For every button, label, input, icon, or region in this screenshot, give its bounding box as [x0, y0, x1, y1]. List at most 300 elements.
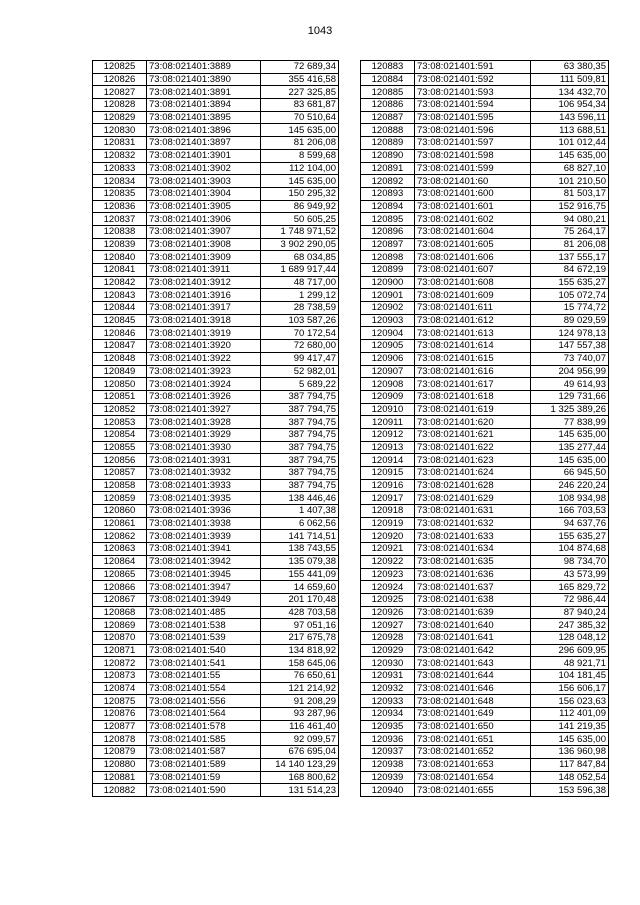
value-cell: 124 978,13 [531, 327, 609, 340]
cadastral-number-cell: 73:08:021401:646 [415, 682, 531, 695]
table-row [93, 708, 339, 721]
table-row [93, 720, 339, 733]
table-row [93, 378, 339, 391]
cadastral-number-cell: 73:08:021401:607 [415, 264, 531, 277]
cadastral-number-cell: 73:08:021401:3916 [147, 289, 261, 302]
cadastral-number-cell: 73:08:021401:611 [415, 302, 531, 315]
table-row [93, 187, 339, 200]
table-row [361, 264, 609, 277]
value-cell: 387 794,75 [261, 454, 339, 467]
record-number-cell: 120902 [361, 302, 415, 315]
table-row [361, 352, 609, 365]
table-row [93, 492, 339, 505]
value-cell: 63 380,35 [531, 61, 609, 74]
table-row [361, 467, 609, 480]
cadastral-number-cell: 73:08:021401:644 [415, 670, 531, 683]
record-number-cell: 120870 [93, 631, 147, 644]
register-table-right-body [361, 61, 609, 797]
cadastral-number-cell: 73:08:021401:590 [147, 784, 261, 797]
cadastral-number-cell: 73:08:021401:3924 [147, 378, 261, 391]
value-cell: 168 800,62 [261, 771, 339, 784]
record-number-cell: 120839 [93, 238, 147, 251]
table-row [361, 213, 609, 226]
cadastral-number-cell: 73:08:021401:642 [415, 644, 531, 657]
table-row [361, 289, 609, 302]
record-number-cell: 120938 [361, 758, 415, 771]
value-cell: 48 717,00 [261, 276, 339, 289]
value-cell: 137 555,17 [531, 251, 609, 264]
value-cell: 98 734,70 [531, 555, 609, 568]
value-cell: 111 509,81 [531, 73, 609, 86]
record-number-cell: 120851 [93, 390, 147, 403]
cadastral-number-cell: 73:08:021401:649 [415, 708, 531, 721]
value-cell: 387 794,75 [261, 416, 339, 429]
table-row [361, 454, 609, 467]
table-row [93, 454, 339, 467]
cadastral-number-cell: 73:08:021401:628 [415, 479, 531, 492]
record-number-cell: 120855 [93, 441, 147, 454]
value-cell: 48 921,71 [531, 657, 609, 670]
cadastral-number-cell: 73:08:021401:614 [415, 340, 531, 353]
record-number-cell: 120897 [361, 238, 415, 251]
record-number-cell: 120915 [361, 467, 415, 480]
value-cell: 387 794,75 [261, 428, 339, 441]
cadastral-number-cell: 73:08:021401:3919 [147, 327, 261, 340]
table-row [93, 276, 339, 289]
table-row [361, 124, 609, 137]
cadastral-number-cell: 73:08:021401:578 [147, 720, 261, 733]
table-row [361, 276, 609, 289]
cadastral-number-cell: 73:08:021401:3891 [147, 86, 261, 99]
value-cell: 75 264,17 [531, 225, 609, 238]
table-row [93, 352, 339, 365]
table-row [93, 505, 339, 518]
value-cell: 145 635,00 [531, 428, 609, 441]
cadastral-number-cell: 73:08:021401:600 [415, 187, 531, 200]
register-table-left-body [93, 61, 339, 797]
value-cell: 145 635,00 [261, 124, 339, 137]
cadastral-number-cell: 73:08:021401:648 [415, 695, 531, 708]
record-number-cell: 120912 [361, 428, 415, 441]
cadastral-number-cell: 73:08:021401:650 [415, 720, 531, 733]
value-cell: 153 596,38 [531, 784, 609, 797]
table-row [93, 61, 339, 74]
cadastral-number-cell: 73:08:021401:3901 [147, 149, 261, 162]
record-number-cell: 120913 [361, 441, 415, 454]
table-row [361, 733, 609, 746]
record-number-cell: 120878 [93, 733, 147, 746]
record-number-cell: 120881 [93, 771, 147, 784]
record-number-cell: 120835 [93, 187, 147, 200]
register-table-left [92, 60, 339, 797]
register-table-right [360, 60, 609, 797]
value-cell: 156 606,17 [531, 682, 609, 695]
record-number-cell: 120884 [361, 73, 415, 86]
cadastral-number-cell: 73:08:021401:636 [415, 568, 531, 581]
record-number-cell: 120860 [93, 505, 147, 518]
value-cell: 94 080,21 [531, 213, 609, 226]
cadastral-number-cell: 73:08:021401:637 [415, 581, 531, 594]
record-number-cell: 120849 [93, 365, 147, 378]
record-number-cell: 120837 [93, 213, 147, 226]
record-number-cell: 120840 [93, 251, 147, 264]
table-row [361, 517, 609, 530]
record-number-cell: 120854 [93, 428, 147, 441]
record-number-cell: 120836 [93, 200, 147, 213]
cadastral-number-cell: 73:08:021401:587 [147, 746, 261, 759]
record-number-cell: 120842 [93, 276, 147, 289]
table-row [361, 86, 609, 99]
record-number-cell: 120919 [361, 517, 415, 530]
cadastral-number-cell: 73:08:021401:3929 [147, 428, 261, 441]
table-row [93, 581, 339, 594]
record-number-cell: 120825 [93, 61, 147, 74]
table-row [361, 390, 609, 403]
table-row [93, 416, 339, 429]
value-cell: 72 680,00 [261, 340, 339, 353]
table-row [361, 758, 609, 771]
table-row [93, 682, 339, 695]
cadastral-number-cell: 73:08:021401:3897 [147, 137, 261, 150]
cadastral-number-cell: 73:08:021401:589 [147, 758, 261, 771]
value-cell: 131 514,23 [261, 784, 339, 797]
value-cell: 158 645,06 [261, 657, 339, 670]
value-cell: 1 407,38 [261, 505, 339, 518]
value-cell: 68 827,10 [531, 162, 609, 175]
table-row [361, 695, 609, 708]
table-row [93, 467, 339, 480]
record-number-cell: 120908 [361, 378, 415, 391]
value-cell: 14 140 123,29 [261, 758, 339, 771]
value-cell: 14 659,60 [261, 581, 339, 594]
record-number-cell: 120937 [361, 746, 415, 759]
table-row [93, 733, 339, 746]
table-row [93, 428, 339, 441]
cadastral-number-cell: 73:08:021401:609 [415, 289, 531, 302]
table-row [93, 162, 339, 175]
table-row [93, 593, 339, 606]
cadastral-number-cell: 73:08:021401:632 [415, 517, 531, 530]
cadastral-number-cell: 73:08:021401:541 [147, 657, 261, 670]
record-number-cell: 120888 [361, 124, 415, 137]
value-cell: 72 986,44 [531, 593, 609, 606]
record-number-cell: 120832 [93, 149, 147, 162]
value-cell: 66 945,50 [531, 467, 609, 480]
value-cell: 1 299,12 [261, 289, 339, 302]
value-cell: 76 650,61 [261, 670, 339, 683]
record-number-cell: 120882 [93, 784, 147, 797]
cadastral-number-cell: 73:08:021401:3926 [147, 390, 261, 403]
value-cell: 92 099,57 [261, 733, 339, 746]
value-cell: 150 295,32 [261, 187, 339, 200]
value-cell: 50 605,25 [261, 213, 339, 226]
value-cell: 246 220,24 [531, 479, 609, 492]
value-cell: 43 573,99 [531, 568, 609, 581]
cadastral-number-cell: 73:08:021401:3906 [147, 213, 261, 226]
record-number-cell: 120932 [361, 682, 415, 695]
table-row [93, 403, 339, 416]
cadastral-number-cell: 73:08:021401:538 [147, 619, 261, 632]
cadastral-number-cell: 73:08:021401:556 [147, 695, 261, 708]
cadastral-number-cell: 73:08:021401:3909 [147, 251, 261, 264]
table-row [361, 784, 609, 797]
record-number-cell: 120876 [93, 708, 147, 721]
record-number-cell: 120853 [93, 416, 147, 429]
cadastral-number-cell: 73:08:021401:601 [415, 200, 531, 213]
value-cell: 68 034,85 [261, 251, 339, 264]
value-cell: 166 703,53 [531, 505, 609, 518]
record-number-cell: 120896 [361, 225, 415, 238]
value-cell: 49 614,93 [531, 378, 609, 391]
table-row [93, 137, 339, 150]
cadastral-number-cell: 73:08:021401:638 [415, 593, 531, 606]
table-row [361, 670, 609, 683]
record-number-cell: 120852 [93, 403, 147, 416]
cadastral-number-cell: 73:08:021401:624 [415, 467, 531, 480]
value-cell: 15 774,72 [531, 302, 609, 315]
cadastral-number-cell: 73:08:021401:604 [415, 225, 531, 238]
value-cell: 128 048,12 [531, 631, 609, 644]
record-number-cell: 120827 [93, 86, 147, 99]
table-row [361, 149, 609, 162]
record-number-cell: 120925 [361, 593, 415, 606]
cadastral-number-cell: 73:08:021401:619 [415, 403, 531, 416]
record-number-cell: 120901 [361, 289, 415, 302]
cadastral-number-cell: 73:08:021401:623 [415, 454, 531, 467]
cadastral-number-cell: 73:08:021401:3936 [147, 505, 261, 518]
table-row [361, 441, 609, 454]
cadastral-number-cell: 73:08:021401:612 [415, 314, 531, 327]
record-number-cell: 120910 [361, 403, 415, 416]
value-cell: 28 738,59 [261, 302, 339, 315]
record-number-cell: 120891 [361, 162, 415, 175]
value-cell: 155 441,09 [261, 568, 339, 581]
cadastral-number-cell: 73:08:021401:615 [415, 352, 531, 365]
cadastral-number-cell: 73:08:021401:593 [415, 86, 531, 99]
record-number-cell: 120877 [93, 720, 147, 733]
cadastral-number-cell: 73:08:021401:592 [415, 73, 531, 86]
cadastral-number-cell: 73:08:021401:3928 [147, 416, 261, 429]
value-cell: 152 916,75 [531, 200, 609, 213]
cadastral-number-cell: 73:08:021401:3938 [147, 517, 261, 530]
table-row [93, 251, 339, 264]
record-number-cell: 120893 [361, 187, 415, 200]
record-number-cell: 120916 [361, 479, 415, 492]
table-row [93, 340, 339, 353]
value-cell: 72 689,34 [261, 61, 339, 74]
table-row [93, 479, 339, 492]
value-cell: 387 794,75 [261, 403, 339, 416]
table-row [93, 517, 339, 530]
record-number-cell: 120921 [361, 543, 415, 556]
value-cell: 93 287,96 [261, 708, 339, 721]
table-row [361, 416, 609, 429]
table-row [93, 606, 339, 619]
value-cell: 217 675,78 [261, 631, 339, 644]
value-cell: 84 672,19 [531, 264, 609, 277]
value-cell: 70 172,54 [261, 327, 339, 340]
record-number-cell: 120936 [361, 733, 415, 746]
value-cell: 134 432,70 [531, 86, 609, 99]
record-number-cell: 120856 [93, 454, 147, 467]
value-cell: 296 609,95 [531, 644, 609, 657]
table-row [361, 543, 609, 556]
record-number-cell: 120873 [93, 670, 147, 683]
table-row [93, 644, 339, 657]
value-cell: 387 794,75 [261, 441, 339, 454]
table-row [361, 682, 609, 695]
table-row [93, 555, 339, 568]
cadastral-number-cell: 73:08:021401:564 [147, 708, 261, 721]
value-cell: 147 557,38 [531, 340, 609, 353]
record-number-cell: 120890 [361, 149, 415, 162]
record-number-cell: 120862 [93, 530, 147, 543]
value-cell: 87 940,24 [531, 606, 609, 619]
value-cell: 204 956,99 [531, 365, 609, 378]
value-cell: 138 743,55 [261, 543, 339, 556]
value-cell: 145 635,00 [531, 733, 609, 746]
cadastral-number-cell: 73:08:021401:3942 [147, 555, 261, 568]
page-number: 1043 [307, 25, 333, 37]
value-cell: 428 703,58 [261, 606, 339, 619]
record-number-cell: 120883 [361, 61, 415, 74]
table-row [361, 137, 609, 150]
value-cell: 6 062,56 [261, 517, 339, 530]
table-row [93, 619, 339, 632]
record-number-cell: 120830 [93, 124, 147, 137]
table-row [93, 390, 339, 403]
record-number-cell: 120933 [361, 695, 415, 708]
record-number-cell: 120834 [93, 175, 147, 188]
cadastral-number-cell: 73:08:021401:621 [415, 428, 531, 441]
table-row [93, 73, 339, 86]
value-cell: 247 385,32 [531, 619, 609, 632]
cadastral-number-cell: 73:08:021401:3903 [147, 175, 261, 188]
record-number-cell: 120879 [93, 746, 147, 759]
record-number-cell: 120914 [361, 454, 415, 467]
record-number-cell: 120871 [93, 644, 147, 657]
cadastral-number-cell: 73:08:021401:620 [415, 416, 531, 429]
value-cell: 145 635,00 [531, 454, 609, 467]
cadastral-number-cell: 73:08:021401:55 [147, 670, 261, 683]
record-number-cell: 120864 [93, 555, 147, 568]
value-cell: 165 829,72 [531, 581, 609, 594]
record-number-cell: 120920 [361, 530, 415, 543]
cadastral-number-cell: 73:08:021401:59 [147, 771, 261, 784]
record-number-cell: 120848 [93, 352, 147, 365]
table-row [361, 555, 609, 568]
table-row [93, 314, 339, 327]
record-number-cell: 120844 [93, 302, 147, 315]
cadastral-number-cell: 73:08:021401:3945 [147, 568, 261, 581]
table-row [361, 530, 609, 543]
value-cell: 355 416,58 [261, 73, 339, 86]
record-number-cell: 120939 [361, 771, 415, 784]
value-cell: 387 794,75 [261, 467, 339, 480]
cadastral-number-cell: 73:08:021401:60 [415, 175, 531, 188]
record-number-cell: 120894 [361, 200, 415, 213]
cadastral-number-cell: 73:08:021401:3889 [147, 61, 261, 74]
cadastral-number-cell: 73:08:021401:585 [147, 733, 261, 746]
record-number-cell: 120868 [93, 606, 147, 619]
cadastral-number-cell: 73:08:021401:651 [415, 733, 531, 746]
record-number-cell: 120909 [361, 390, 415, 403]
cadastral-number-cell: 73:08:021401:641 [415, 631, 531, 644]
cadastral-number-cell: 73:08:021401:635 [415, 555, 531, 568]
record-number-cell: 120838 [93, 225, 147, 238]
table-row [93, 758, 339, 771]
record-number-cell: 120911 [361, 416, 415, 429]
cadastral-number-cell: 73:08:021401:594 [415, 99, 531, 112]
value-cell: 143 596,11 [531, 111, 609, 124]
record-number-cell: 120874 [93, 682, 147, 695]
cadastral-number-cell: 73:08:021401:485 [147, 606, 261, 619]
cadastral-number-cell: 73:08:021401:618 [415, 390, 531, 403]
value-cell: 81 206,08 [261, 137, 339, 150]
table-row [361, 73, 609, 86]
table-row [361, 479, 609, 492]
table-row [361, 111, 609, 124]
cadastral-number-cell: 73:08:021401:539 [147, 631, 261, 644]
cadastral-number-cell: 73:08:021401:3932 [147, 467, 261, 480]
table-row [93, 99, 339, 112]
record-number-cell: 120865 [93, 568, 147, 581]
table-row [361, 200, 609, 213]
value-cell: 387 794,75 [261, 479, 339, 492]
table-row [361, 340, 609, 353]
value-cell: 145 635,00 [531, 149, 609, 162]
table-row [361, 238, 609, 251]
cadastral-number-cell: 73:08:021401:3933 [147, 479, 261, 492]
table-row [361, 428, 609, 441]
cadastral-number-cell: 73:08:021401:634 [415, 543, 531, 556]
value-cell: 129 731,66 [531, 390, 609, 403]
table-row [361, 225, 609, 238]
record-number-cell: 120927 [361, 619, 415, 632]
record-number-cell: 120895 [361, 213, 415, 226]
record-number-cell: 120918 [361, 505, 415, 518]
value-cell: 116 461,40 [261, 720, 339, 733]
value-cell: 101 210,50 [531, 175, 609, 188]
record-number-cell: 120906 [361, 352, 415, 365]
table-row [361, 175, 609, 188]
table-row [361, 61, 609, 74]
value-cell: 1 748 971,52 [261, 225, 339, 238]
value-cell: 134 818,92 [261, 644, 339, 657]
record-number-cell: 120847 [93, 340, 147, 353]
table-row [361, 302, 609, 315]
cadastral-number-cell: 73:08:021401:3947 [147, 581, 261, 594]
record-number-cell: 120866 [93, 581, 147, 594]
record-number-cell: 120867 [93, 593, 147, 606]
table-row [93, 695, 339, 708]
cadastral-number-cell: 73:08:021401:640 [415, 619, 531, 632]
value-cell: 117 847,84 [531, 758, 609, 771]
table-row [361, 720, 609, 733]
value-cell: 106 954,34 [531, 99, 609, 112]
table-row [361, 708, 609, 721]
value-cell: 227 325,85 [261, 86, 339, 99]
table-row [93, 289, 339, 302]
cadastral-number-cell: 73:08:021401:3918 [147, 314, 261, 327]
value-cell: 89 029,59 [531, 314, 609, 327]
value-cell: 155 635,27 [531, 276, 609, 289]
record-number-cell: 120889 [361, 137, 415, 150]
value-cell: 8 599,68 [261, 149, 339, 162]
record-number-cell: 120845 [93, 314, 147, 327]
cadastral-number-cell: 73:08:021401:3941 [147, 543, 261, 556]
record-number-cell: 120861 [93, 517, 147, 530]
